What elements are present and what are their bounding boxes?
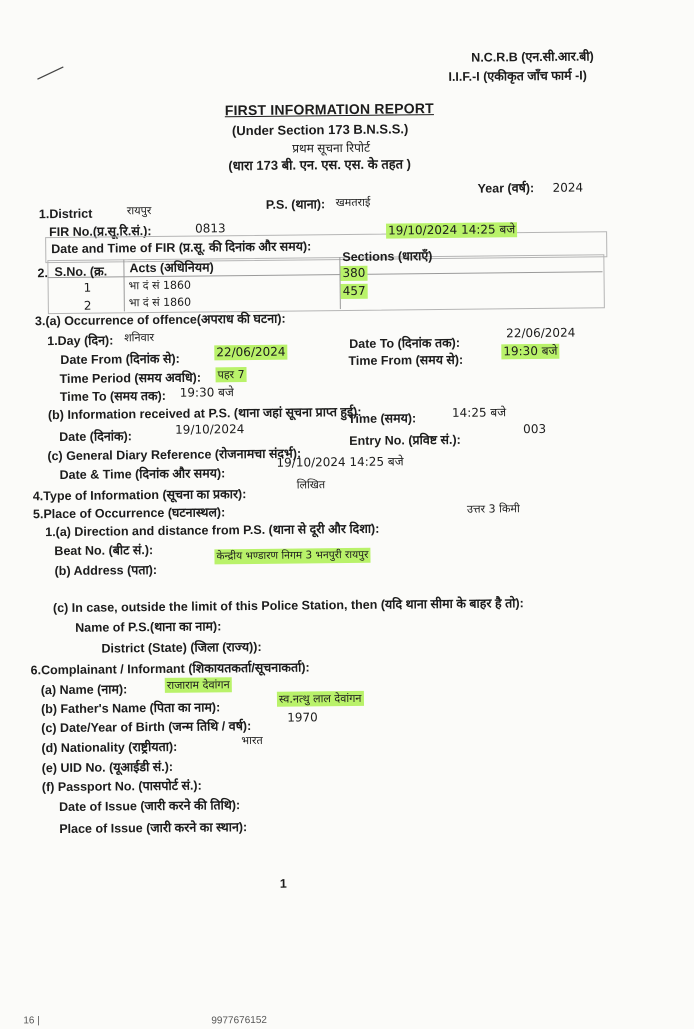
time-to-value: 19:30 बजे <box>179 385 234 400</box>
fir-no-value: 0813 <box>194 221 226 236</box>
ncrb-label: N.C.R.B (एन.सी.आर.बी) <box>471 49 594 65</box>
complainant-label: 6.Complainant / Informant (शिकायतकर्ता/सूचनाकर्ता): <box>30 660 310 678</box>
acts-header-acts: Acts (अधिनियम) <box>129 260 214 276</box>
complainant-name-label: (a) Name (नाम): <box>40 682 128 698</box>
info-received-date-label: Date (दिनांक): <box>59 429 132 445</box>
passport-label: (f) Passport No. (पासपोर्ट सं.): <box>41 778 202 795</box>
place-label: 5.Place of Occurrence (घटनास्थल): <box>32 505 226 522</box>
beat-label: Beat No. (बीट सं.): <box>54 543 154 559</box>
info-received-date-value: 19/10/2024 <box>175 422 245 437</box>
footer-middle: 9977676152 <box>211 1014 268 1027</box>
acts-header-sections: Sections (धाराएँ) <box>342 249 433 265</box>
outside-limit-label: (c) In case, outside the limit of this Police Station, then (यदि थाना सीमा के बाहर है तो): <box>52 596 524 616</box>
direction-label: 1.(a) Direction and distance from P.S. (थाना से दूरी और दिशा): <box>45 521 380 540</box>
info-received-label: (b) Information received at P.S. (थाना जहां सूचना प्राप्त हुई): <box>47 404 362 423</box>
fir-datetime-value: 19/10/2024 14:25 बजे <box>386 222 517 238</box>
issue-place-label: Place of Issue (जारी करने का स्थान): <box>59 820 248 837</box>
ps-label: P.S. (थाना): <box>265 197 326 212</box>
date-from-label: Date From (दिनांक से): <box>60 351 180 367</box>
acts-row-act: भा दं सं 1860 <box>128 295 192 310</box>
info-type-value: लिखित <box>296 478 326 492</box>
district-label: 1.District <box>38 206 93 222</box>
pen-mark <box>33 63 73 83</box>
direction-value: उत्तर 3 किमी <box>466 502 520 516</box>
acts-table-prefix: 2. <box>37 266 48 281</box>
father-name-value: स्व.नत्थु लाल देवांगन <box>277 691 364 707</box>
date-to-label: Date To (दिनांक तक): <box>349 335 461 351</box>
outside-district-label: District (State) (जिला (राज्य)): <box>101 639 262 656</box>
info-received-time-label: Time (समय): <box>347 411 417 426</box>
day-label: 1.Day (दिन): <box>47 333 114 349</box>
acts-row-section: 457 <box>341 284 368 299</box>
acts-row-act: भा दं सं 1860 <box>128 278 192 293</box>
acts-row-section: 380 <box>340 266 367 281</box>
time-period-label: Time Period (समय अवधि): <box>59 370 202 387</box>
gd-entry-label: Entry No. (प्रविष्ट सं.): <box>349 432 461 448</box>
footer-left: 16 | <box>23 1015 40 1027</box>
year-value: 2024 <box>552 180 584 195</box>
day-value: शनिवार <box>124 331 155 345</box>
gd-entry-value: 003 <box>523 421 547 437</box>
uid-label: (e) UID No. (यूआईडी सं.): <box>41 759 174 776</box>
fir-no-label: FIR No.(प्र.सू.रि.सं.): <box>48 224 152 240</box>
complainant-name-value: राजाराम देवांगन <box>165 677 232 693</box>
info-type-label: 4.Type of Information (सूचना का प्रकार): <box>32 487 247 504</box>
outside-ps-name-label: Name of P.S.(थाना का नाम): <box>75 619 222 635</box>
date-to-value: 22/06/2024 <box>506 325 576 341</box>
address-value: केन्द्रीय भण्डारण निगम 3 भनपुरी रायपुर <box>214 548 370 565</box>
gd-label: (c) General Diary Reference (रोजनामचा संदर्भ): <box>47 446 302 464</box>
gd-datetime-label: Date & Time (दिनांक और समय): <box>59 466 226 483</box>
ps-value: खमतराई <box>335 195 371 210</box>
fir-datetime-label: Date and Time of FIR (प्र.सू. की दिनांक और समय): <box>51 239 312 257</box>
time-from-label: Time From (समय से): <box>348 352 464 368</box>
acts-header-sno: S.No. (क्र. <box>54 264 108 280</box>
iif-label: I.I.F.-I (एकीकृत जाँच फार्म -I) <box>448 68 587 84</box>
nationality-label: (d) Nationality (राष्ट्रीयता): <box>41 739 178 756</box>
occurrence-label: 3.(a) Occurrence of offence(अपराध की घटना): <box>34 311 286 329</box>
date-from-value: 22/06/2024 <box>214 345 287 361</box>
section-title-hindi: (धारा 173 बी. एन. एस. एस. के तहत ) <box>228 156 412 174</box>
info-received-time-value: 14:25 बजे <box>451 405 507 420</box>
dob-label: (c) Date/Year of Birth (जन्म तिथि / वर्ष): <box>41 719 252 736</box>
address-label: (b) Address (पता): <box>54 562 158 579</box>
section-title-en: (Under Section 173 B.N.S.S.) <box>231 121 409 139</box>
year-label: Year (वर्ष): <box>477 181 535 196</box>
acts-row-sno: 1 <box>83 280 92 295</box>
report-title-hindi: प्रथम सूचना रिपोर्ट <box>292 140 371 156</box>
nationality-value: भारत <box>241 733 263 748</box>
time-from-value: 19:30 बजे <box>501 344 559 360</box>
report-title: FIRST INFORMATION REPORT <box>224 100 434 119</box>
time-period-value: पहर 7 <box>215 367 246 382</box>
issue-date-label: Date of Issue (जारी करने की तिथि): <box>59 798 241 815</box>
time-to-label: Time To (समय तक): <box>59 388 166 405</box>
acts-row-sno: 2 <box>83 298 92 313</box>
district-value: रायपुर <box>126 204 152 218</box>
page-number: 1 <box>279 876 287 891</box>
dob-value: 1970 <box>287 710 318 725</box>
father-name-label: (b) Father's Name (पिता का नाम): <box>40 700 221 717</box>
gd-datetime-value: 19/10/2024 14:25 बजे <box>276 454 404 470</box>
